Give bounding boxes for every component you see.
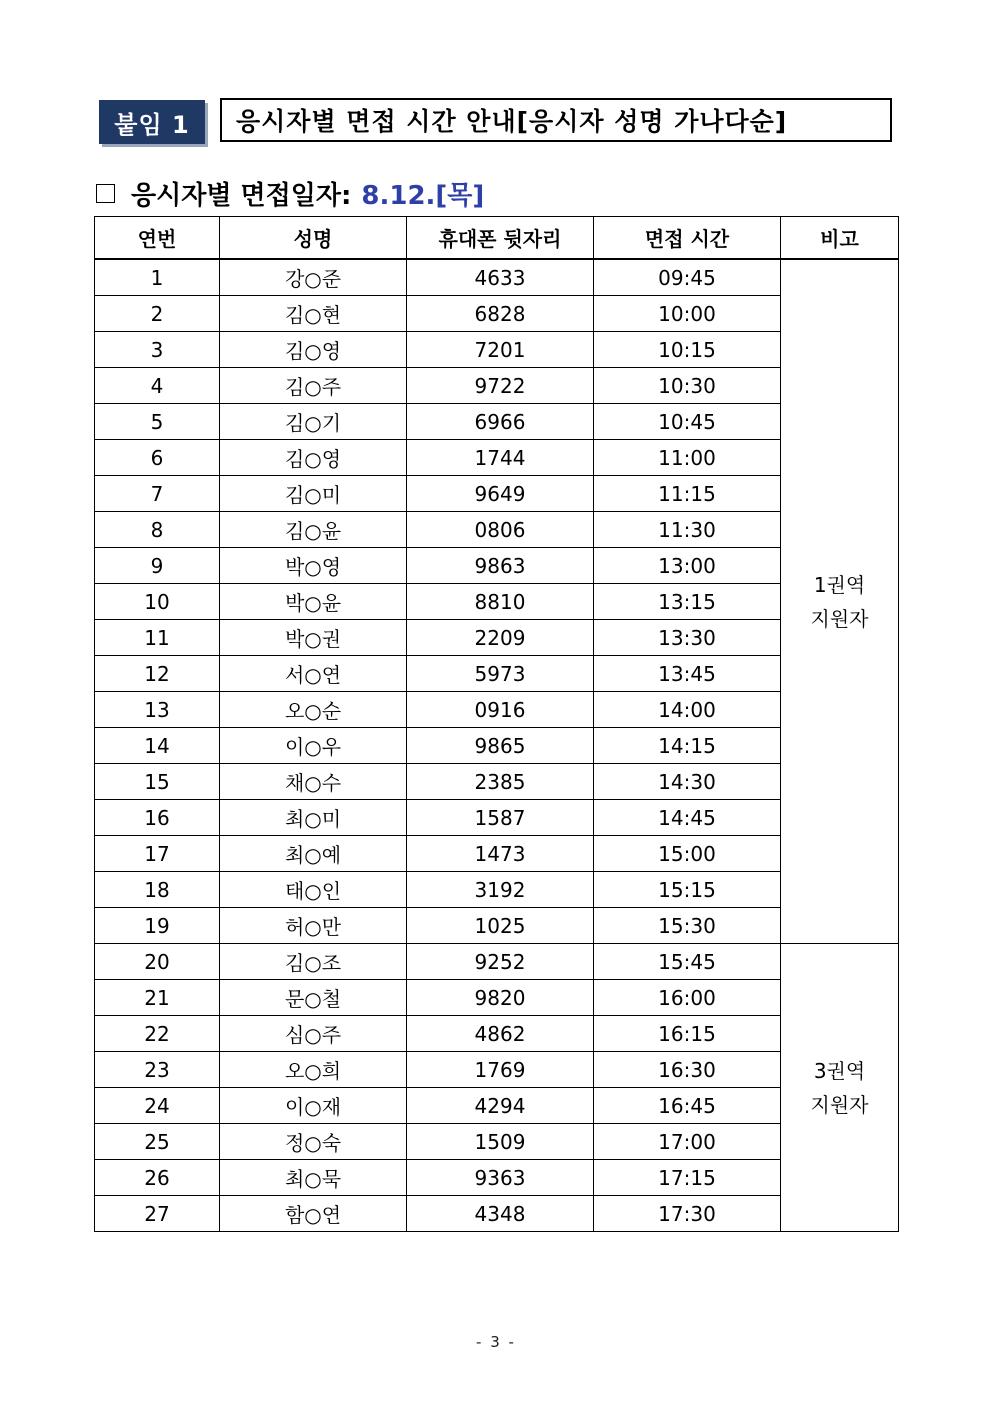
applicant-name-cell: 김○영 — [220, 440, 407, 476]
row-number-cell: 27 — [95, 1196, 220, 1232]
applicant-name-cell: 김○조 — [220, 944, 407, 980]
interview-time-cell: 13:15 — [594, 584, 781, 620]
row-number-cell: 12 — [95, 656, 220, 692]
interview-time-cell: 16:45 — [594, 1088, 781, 1124]
interview-time-cell: 16:00 — [594, 980, 781, 1016]
applicant-name-cell: 오○희 — [220, 1052, 407, 1088]
page-number: - 3 - — [476, 1333, 516, 1351]
applicant-name-cell: 오○순 — [220, 692, 407, 728]
row-number-cell: 14 — [95, 728, 220, 764]
row-number-cell: 18 — [95, 872, 220, 908]
applicant-name-cell: 김○기 — [220, 404, 407, 440]
phone-digits-cell: 3192 — [407, 872, 594, 908]
table-row — [95, 1196, 899, 1232]
table-row — [95, 692, 899, 728]
phone-digits-cell: 2385 — [407, 764, 594, 800]
applicant-name-cell: 심○주 — [220, 1016, 407, 1052]
region-note-line2: 지원자 — [810, 1092, 869, 1117]
table-row — [95, 656, 899, 692]
row-number-cell: 8 — [95, 512, 220, 548]
applicant-name-cell: 박○권 — [220, 620, 407, 656]
applicant-name-cell: 허○만 — [220, 908, 407, 944]
table-row — [95, 764, 899, 800]
applicant-name-cell: 문○철 — [220, 980, 407, 1016]
applicant-name-cell: 김○주 — [220, 368, 407, 404]
row-number-cell: 13 — [95, 692, 220, 728]
applicant-name-cell: 서○연 — [220, 656, 407, 692]
phone-digits-cell: 8810 — [407, 584, 594, 620]
row-number-cell: 22 — [95, 1016, 220, 1052]
column-header-number: 연번 — [95, 217, 220, 260]
row-number-cell: 25 — [95, 1124, 220, 1160]
applicant-name-cell: 최○묵 — [220, 1160, 407, 1196]
interview-time-cell: 15:45 — [594, 944, 781, 980]
phone-digits-cell: 5973 — [407, 656, 594, 692]
table-row — [95, 1124, 899, 1160]
row-number-cell: 17 — [95, 836, 220, 872]
table-row — [95, 800, 899, 836]
row-number-cell: 7 — [95, 476, 220, 512]
interview-date-value: 8.12.[목] — [361, 180, 485, 211]
row-number-cell: 21 — [95, 980, 220, 1016]
phone-digits-cell: 1025 — [407, 908, 594, 944]
phone-digits-cell: 0806 — [407, 512, 594, 548]
applicant-name-cell: 이○재 — [220, 1088, 407, 1124]
column-header-note: 비고 — [781, 217, 899, 260]
applicant-name-cell: 김○영 — [220, 332, 407, 368]
interview-time-cell: 10:45 — [594, 404, 781, 440]
row-number-cell: 1 — [95, 259, 220, 296]
interview-time-cell: 10:00 — [594, 296, 781, 332]
row-number-cell: 2 — [95, 296, 220, 332]
interview-time-cell: 13:00 — [594, 548, 781, 584]
phone-digits-cell: 1769 — [407, 1052, 594, 1088]
phone-digits-cell: 9649 — [407, 476, 594, 512]
column-header-name: 성명 — [220, 217, 407, 260]
table-row — [95, 332, 899, 368]
interview-time-cell: 11:30 — [594, 512, 781, 548]
table-row — [95, 620, 899, 656]
applicant-name-cell: 태○인 — [220, 872, 407, 908]
applicant-name-cell: 강○준 — [220, 259, 407, 296]
phone-digits-cell: 2209 — [407, 620, 594, 656]
row-number-cell: 10 — [95, 584, 220, 620]
interview-time-cell: 13:30 — [594, 620, 781, 656]
applicant-name-cell: 김○미 — [220, 476, 407, 512]
row-number-cell: 19 — [95, 908, 220, 944]
interview-schedule-table — [94, 216, 899, 1232]
applicant-name-cell: 박○영 — [220, 548, 407, 584]
row-number-cell: 15 — [95, 764, 220, 800]
row-number-cell: 20 — [95, 944, 220, 980]
interview-time-cell: 09:45 — [594, 259, 781, 296]
phone-digits-cell: 9363 — [407, 1160, 594, 1196]
row-number-cell: 23 — [95, 1052, 220, 1088]
table-header-row — [95, 217, 899, 260]
phone-digits-cell: 1509 — [407, 1124, 594, 1160]
region-note-line1: 3권역 — [813, 1058, 866, 1083]
interview-time-cell: 17:30 — [594, 1196, 781, 1232]
phone-digits-cell: 1744 — [407, 440, 594, 476]
row-number-cell: 5 — [95, 404, 220, 440]
region-note-cell — [781, 944, 899, 1232]
region-note-cell — [781, 259, 899, 944]
interview-time-cell: 15:30 — [594, 908, 781, 944]
column-header-time: 면접 시간 — [594, 217, 781, 260]
table-row — [95, 908, 899, 944]
row-number-cell: 6 — [95, 440, 220, 476]
table-row — [95, 368, 899, 404]
interview-date-label: 응시자별 면접일자: — [131, 180, 352, 211]
interview-time-cell: 10:30 — [594, 368, 781, 404]
applicant-name-cell: 김○현 — [220, 296, 407, 332]
row-number-cell: 4 — [95, 368, 220, 404]
table-row — [95, 980, 899, 1016]
phone-digits-cell: 6828 — [407, 296, 594, 332]
table-row — [95, 548, 899, 584]
applicant-name-cell: 최○예 — [220, 836, 407, 872]
interview-time-cell: 11:15 — [594, 476, 781, 512]
row-number-cell: 3 — [95, 332, 220, 368]
phone-digits-cell: 6966 — [407, 404, 594, 440]
applicant-name-cell: 채○수 — [220, 764, 407, 800]
interview-time-cell: 16:30 — [594, 1052, 781, 1088]
interview-time-cell: 14:15 — [594, 728, 781, 764]
applicant-name-cell: 최○미 — [220, 800, 407, 836]
table-row — [95, 1052, 899, 1088]
table-row — [95, 404, 899, 440]
phone-digits-cell: 9863 — [407, 548, 594, 584]
phone-digits-cell: 0916 — [407, 692, 594, 728]
row-number-cell: 16 — [95, 800, 220, 836]
table-body — [95, 259, 899, 1232]
interview-time-cell: 13:45 — [594, 656, 781, 692]
phone-digits-cell: 9820 — [407, 980, 594, 1016]
row-number-cell: 11 — [95, 620, 220, 656]
table-row — [95, 512, 899, 548]
interview-time-cell: 17:15 — [594, 1160, 781, 1196]
interview-time-cell: 15:15 — [594, 872, 781, 908]
phone-digits-cell: 1473 — [407, 836, 594, 872]
phone-digits-cell: 4294 — [407, 1088, 594, 1124]
table-row — [95, 296, 899, 332]
phone-digits-cell: 1587 — [407, 800, 594, 836]
interview-time-cell: 17:00 — [594, 1124, 781, 1160]
interview-time-cell: 14:30 — [594, 764, 781, 800]
table-row — [95, 1160, 899, 1196]
attachment-badge: 붙임 1 — [99, 100, 205, 144]
interview-time-cell: 11:00 — [594, 440, 781, 476]
interview-time-cell: 10:15 — [594, 332, 781, 368]
row-number-cell: 26 — [95, 1160, 220, 1196]
interview-time-cell: 15:00 — [594, 836, 781, 872]
table-row — [95, 836, 899, 872]
checkbox-square-icon — [96, 184, 115, 203]
row-number-cell: 9 — [95, 548, 220, 584]
table-row — [95, 259, 899, 296]
table-row — [95, 1016, 899, 1052]
interview-time-cell: 14:00 — [594, 692, 781, 728]
table-row — [95, 872, 899, 908]
table-row — [95, 944, 899, 980]
document-title: 응시자별 면접 시간 안내[응시자 성명 가나다순] — [220, 98, 892, 142]
phone-digits-cell: 4633 — [407, 259, 594, 296]
column-header-phone: 휴대폰 뒷자리 — [407, 217, 594, 260]
row-number-cell: 24 — [95, 1088, 220, 1124]
region-note-line2: 지원자 — [810, 606, 869, 631]
applicant-name-cell: 김○윤 — [220, 512, 407, 548]
applicant-name-cell: 박○윤 — [220, 584, 407, 620]
interview-time-cell: 16:15 — [594, 1016, 781, 1052]
table-row — [95, 584, 899, 620]
phone-digits-cell: 4862 — [407, 1016, 594, 1052]
table-row — [95, 440, 899, 476]
phone-digits-cell: 9722 — [407, 368, 594, 404]
table-row — [95, 1088, 899, 1124]
applicant-name-cell: 함○연 — [220, 1196, 407, 1232]
phone-digits-cell: 9252 — [407, 944, 594, 980]
phone-digits-cell: 9865 — [407, 728, 594, 764]
applicant-name-cell: 이○우 — [220, 728, 407, 764]
attachment-header — [99, 98, 894, 144]
interview-date-heading — [96, 174, 484, 212]
region-note-line1: 1권역 — [813, 572, 866, 597]
interview-time-cell: 14:45 — [594, 800, 781, 836]
phone-digits-cell: 7201 — [407, 332, 594, 368]
applicant-name-cell: 정○숙 — [220, 1124, 407, 1160]
table-row — [95, 476, 899, 512]
table-row — [95, 728, 899, 764]
phone-digits-cell: 4348 — [407, 1196, 594, 1232]
